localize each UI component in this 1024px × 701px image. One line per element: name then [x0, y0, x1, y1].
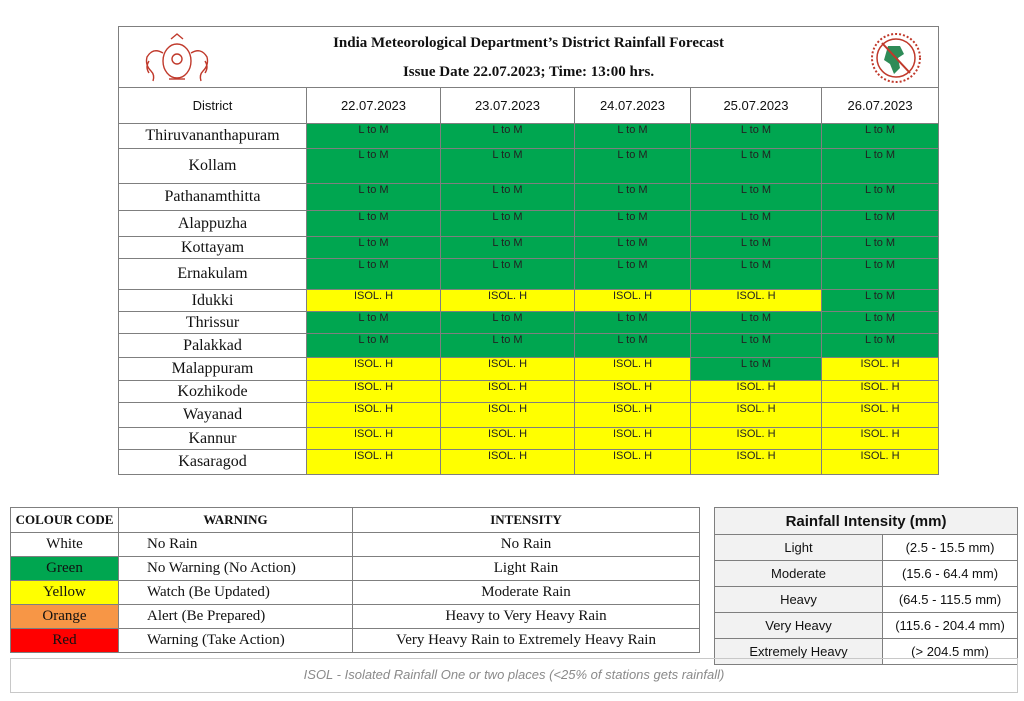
district-row [119, 450, 939, 475]
forecast-cell: L to M [822, 149, 939, 184]
intensity-label: Light Rain [353, 557, 700, 581]
forecast-cell: L to M [691, 312, 822, 334]
colour-code-header: COLOUR CODE [11, 508, 119, 533]
forecast-cell: ISOL. H [575, 358, 691, 381]
forecast-header [119, 27, 939, 88]
intensity-range: (15.6 - 64.4 mm) [883, 561, 1018, 587]
colour-code-legend [10, 507, 700, 653]
intensity-category: Very Heavy [715, 613, 883, 639]
forecast-cell: ISOL. H [575, 428, 691, 450]
forecast-cell: ISOL. H [822, 403, 939, 428]
intensity-row [715, 613, 1018, 639]
district-name: Ernakulam [119, 259, 307, 290]
forecast-cell: L to M [575, 312, 691, 334]
forecast-cell: L to M [307, 211, 441, 237]
district-row [119, 149, 939, 184]
intensity-range: (> 204.5 mm) [883, 639, 1018, 665]
district-row [119, 312, 939, 334]
forecast-cell: ISOL. H [691, 290, 822, 312]
intensity-range: (115.6 - 204.4 mm) [883, 613, 1018, 639]
forecast-cell: L to M [307, 237, 441, 259]
forecast-cell: L to M [575, 124, 691, 149]
forecast-cell: ISOL. H [822, 428, 939, 450]
forecast-cell: ISOL. H [822, 450, 939, 475]
rainfall-intensity-table [714, 507, 1018, 665]
forecast-cell: L to M [575, 211, 691, 237]
forecast-cell: L to M [691, 334, 822, 358]
district-name: Palakkad [119, 334, 307, 358]
district-row [119, 259, 939, 290]
forecast-cell: ISOL. H [575, 403, 691, 428]
forecast-cell: L to M [441, 312, 575, 334]
district-row [119, 334, 939, 358]
district-name: Wayanad [119, 403, 307, 428]
intensity-category: Moderate [715, 561, 883, 587]
forecast-cell: L to M [441, 124, 575, 149]
legend-row [11, 581, 700, 605]
district-name: Alappuzha [119, 211, 307, 237]
district-name: Kozhikode [119, 381, 307, 403]
intensity-label: No Rain [353, 533, 700, 557]
forecast-title: India Meteorological Department’s District Rainfall Forecast [333, 35, 724, 51]
warning-label: No Rain [119, 533, 353, 557]
district-name: Kollam [119, 149, 307, 184]
forecast-cell: L to M [307, 149, 441, 184]
district-row [119, 381, 939, 403]
forecast-cell: L to M [441, 334, 575, 358]
intensity-row [715, 587, 1018, 613]
forecast-cell: L to M [307, 184, 441, 211]
district-row [119, 211, 939, 237]
warning-label: Alert (Be Prepared) [119, 605, 353, 629]
date-column-header: 22.07.2023 [307, 88, 441, 124]
colour-code-swatch: White [11, 533, 119, 557]
forecast-cell: ISOL. H [575, 381, 691, 403]
forecast-cell: ISOL. H [441, 428, 575, 450]
colour-code-swatch: Orange [11, 605, 119, 629]
date-column-header: 25.07.2023 [691, 88, 822, 124]
forecast-cell: ISOL. H [307, 358, 441, 381]
intensity-label: Heavy to Very Heavy Rain [353, 605, 700, 629]
forecast-cell: ISOL. H [691, 381, 822, 403]
intensity-category: Light [715, 535, 883, 561]
warning-label: No Warning (No Action) [119, 557, 353, 581]
district-name: Thrissur [119, 312, 307, 334]
forecast-cell: L to M [575, 334, 691, 358]
colour-code-swatch: Yellow [11, 581, 119, 605]
forecast-cell: L to M [822, 290, 939, 312]
forecast-cell: ISOL. H [307, 428, 441, 450]
intensity-category: Extremely Heavy [715, 639, 883, 665]
colour-code-swatch: Green [11, 557, 119, 581]
intensity-range: (2.5 - 15.5 mm) [883, 535, 1018, 561]
district-name: Kottayam [119, 237, 307, 259]
district-row [119, 184, 939, 211]
forecast-cell: L to M [307, 312, 441, 334]
forecast-cell: L to M [575, 184, 691, 211]
district-name: Malappuram [119, 358, 307, 381]
district-row [119, 428, 939, 450]
forecast-cell: L to M [575, 237, 691, 259]
district-name: Idukki [119, 290, 307, 312]
intensity-header: INTENSITY [353, 508, 700, 533]
forecast-cell: L to M [441, 149, 575, 184]
district-row [119, 358, 939, 381]
forecast-cell: ISOL. H [691, 403, 822, 428]
forecast-cell: ISOL. H [441, 381, 575, 403]
forecast-cell: ISOL. H [822, 381, 939, 403]
forecast-cell: ISOL. H [575, 290, 691, 312]
forecast-cell: ISOL. H [691, 428, 822, 450]
forecast-cell: L to M [441, 211, 575, 237]
intensity-label: Moderate Rain [353, 581, 700, 605]
district-row [119, 237, 939, 259]
district-name: Pathanamthitta [119, 184, 307, 211]
forecast-cell: ISOL. H [307, 381, 441, 403]
forecast-cell: L to M [691, 358, 822, 381]
legend-row [11, 557, 700, 581]
forecast-cell: L to M [822, 211, 939, 237]
forecast-cell: ISOL. H [307, 290, 441, 312]
legend-row [11, 533, 700, 557]
forecast-cell: L to M [691, 211, 822, 237]
isol-footnote: ISOL - Isolated Rainfall One or two places (<25% of stations gets rainfall) [10, 658, 1018, 693]
district-name: Kasaragod [119, 450, 307, 475]
date-column-header: 26.07.2023 [822, 88, 939, 124]
forecast-cell: L to M [441, 259, 575, 290]
issue-date: Issue Date 22.07.2023; Time: 13:00 hrs. [402, 64, 655, 80]
forecast-cell: L to M [691, 124, 822, 149]
forecast-cell: ISOL. H [441, 450, 575, 475]
forecast-cell: ISOL. H [691, 450, 822, 475]
forecast-cell: L to M [575, 259, 691, 290]
forecast-cell: L to M [822, 259, 939, 290]
forecast-cell: ISOL. H [441, 290, 575, 312]
date-column-header: 24.07.2023 [575, 88, 691, 124]
legend-row [11, 605, 700, 629]
district-name: Kannur [119, 428, 307, 450]
forecast-cell: L to M [575, 149, 691, 184]
district-name: Thiruvananthapuram [119, 124, 307, 149]
forecast-cell: L to M [441, 237, 575, 259]
forecast-cell: L to M [822, 237, 939, 259]
forecast-cell: L to M [691, 149, 822, 184]
district-column-header: District [119, 88, 307, 124]
district-row [119, 124, 939, 149]
forecast-cell: L to M [691, 184, 822, 211]
forecast-cell: ISOL. H [822, 358, 939, 381]
forecast-cell: ISOL. H [441, 403, 575, 428]
forecast-cell: L to M [691, 237, 822, 259]
forecast-cell: L to M [691, 259, 822, 290]
district-row [119, 403, 939, 428]
forecast-cell: L to M [822, 184, 939, 211]
warning-label: Watch (Be Updated) [119, 581, 353, 605]
legend-row [11, 629, 700, 653]
colour-code-swatch: Red [11, 629, 119, 653]
forecast-cell: ISOL. H [307, 403, 441, 428]
intensity-row [715, 561, 1018, 587]
forecast-table [118, 26, 939, 475]
forecast-cell: L to M [822, 334, 939, 358]
intensity-row [715, 535, 1018, 561]
forecast-cell: ISOL. H [307, 450, 441, 475]
warning-header: WARNING [119, 508, 353, 533]
forecast-cell: L to M [307, 124, 441, 149]
forecast-cell: L to M [307, 259, 441, 290]
forecast-cell: L to M [307, 334, 441, 358]
forecast-cell: ISOL. H [441, 358, 575, 381]
intensity-category: Heavy [715, 587, 883, 613]
district-row [119, 290, 939, 312]
date-column-header: 23.07.2023 [441, 88, 575, 124]
forecast-cell: L to M [822, 312, 939, 334]
intensity-range: (64.5 - 115.5 mm) [883, 587, 1018, 613]
rainfall-intensity-title: Rainfall Intensity (mm) [715, 508, 1018, 535]
forecast-cell: L to M [822, 124, 939, 149]
imd-logo [868, 31, 924, 85]
forecast-cell: ISOL. H [575, 450, 691, 475]
forecast-column-headers [119, 88, 939, 124]
warning-label: Warning (Take Action) [119, 629, 353, 653]
intensity-label: Very Heavy Rain to Extremely Heavy Rain [353, 629, 700, 653]
forecast-cell: L to M [441, 184, 575, 211]
